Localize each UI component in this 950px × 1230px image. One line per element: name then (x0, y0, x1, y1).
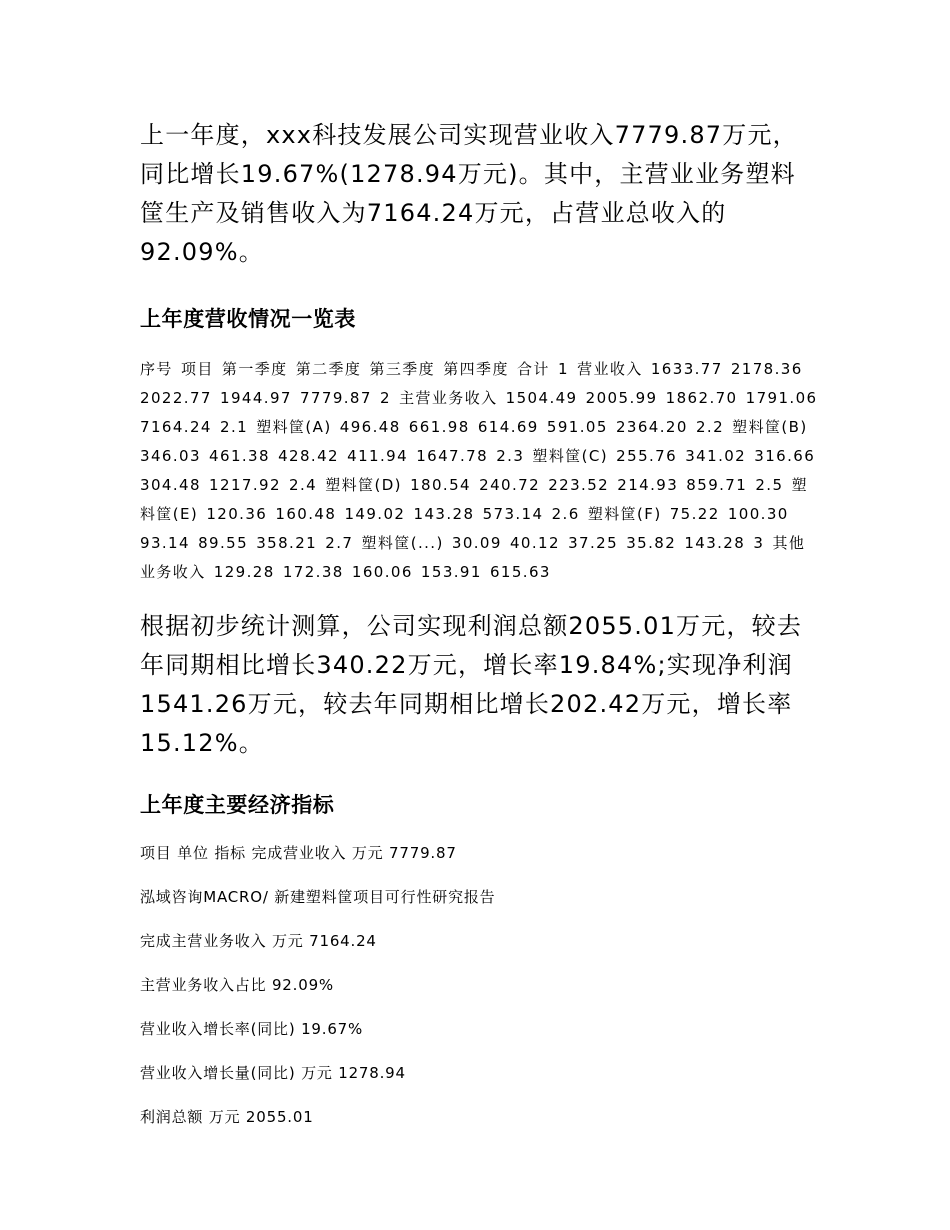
intro-paragraph: 上一年度，xxx科技发展公司实现营业收入7779.87万元，同比增长19.67%(1278.94万元)。其中，主营业业务塑料筐生产及销售收入为7164.24万元，占营业总收入的92.09%。 (140, 121, 798, 266)
indicator-line-total-profit: 利润总额 万元 2055.01 (140, 1108, 314, 1126)
indicator-line-main-revenue: 完成主营业务收入 万元 7164.24 (140, 932, 377, 950)
indicator-line-growth-rate: 营业收入增长率(同比) 19.67% (140, 1020, 364, 1038)
revenue-table-text: 序号 项目 第一季度 第二季度 第三季度 第四季度 合计 1 营业收入 1633.77 2178.36 2022.77 1944.97 7779.87 2 主营业务收入 1504.49 2005.99 1862.70 1791.06 7164.24 2.1 塑料筐(A) 496.48 661.98 614.69 591.05 2364.20 2.2 塑料筐(B) 346.03 461.38 428.42 411.94 1647.78 2.3 塑料筐(C) 255.76 341.02 316.66 304.48 1217.92 2.4 塑料筐(D) 180.54 240.72 223.52 214.93 859.71 2.5 塑料筐(E) 120.36 160.48 149.02 143.28 573.14 2.6 塑料筐(F) 75.22 100.30 93.14 89.55 358.21 2.7 塑料筐(...) 30.09 40.12 37.25 35.82 143.28 3 其他业务收入 129.28 172.38 160.06 153.91 615.63 (140, 360, 818, 581)
indicator-line-header: 项目 单位 指标 完成营业收入 万元 7779.87 (140, 844, 457, 862)
indicator-line-growth-amount: 营业收入增长量(同比) 万元 1278.94 (140, 1064, 406, 1082)
profit-paragraph: 根据初步统计测算，公司实现利润总额2055.01万元，较去年同期相比增长340.22万元，增长率19.84%;实现净利润1541.26万元，较去年同期相比增长202.42万元，增长率15.12%。 (140, 612, 803, 757)
indicators-title: 上年度主要经济指标 (140, 793, 335, 817)
revenue-table-title: 上年度营收情况一览表 (140, 307, 356, 331)
document-page (140, 112, 820, 1128)
indicator-line-main-share: 主营业务收入占比 92.09% (140, 976, 334, 994)
report-running-header: 泓域咨询MACRO/ 新建塑料筐项目可行性研究报告 (140, 888, 496, 906)
